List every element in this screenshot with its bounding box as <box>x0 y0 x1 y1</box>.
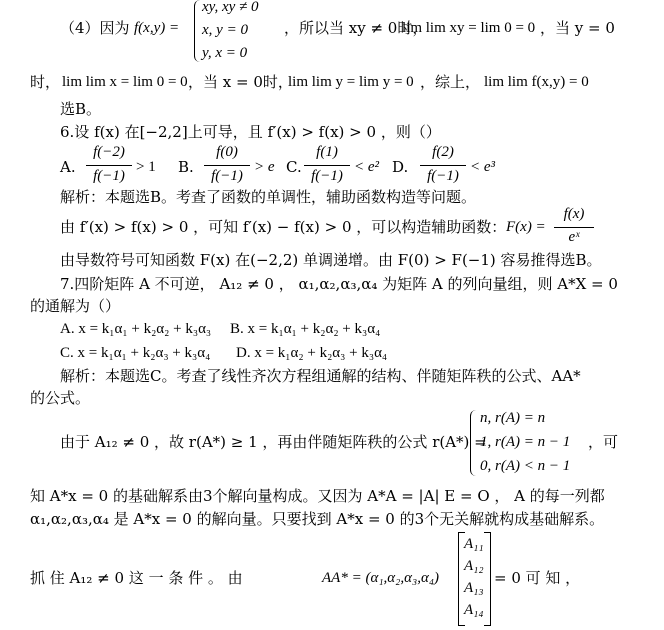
q7-vector-entry-3: A₁₃ <box>464 580 484 596</box>
q7-rank-brace <box>470 410 477 476</box>
q7-option-a: A. x = k₁α₁ + k₂α₂ + k₃α₃ <box>60 321 212 337</box>
q7-last-statement: 抓 住 A₁₂ ≠ 0 这 一 条 件 。 由 <box>30 569 243 587</box>
q6-option-a-relation: > 1 <box>136 159 156 175</box>
q4-case-3: y, x = 0 <box>202 45 248 61</box>
q7-vector-entry-2: A₁₂ <box>464 558 484 574</box>
q6-option-a-denominator: f(−1) <box>93 168 125 184</box>
q6-option-a-label: A. <box>60 158 76 176</box>
q6-option-c-relation: < e² <box>354 159 380 175</box>
q6-aux-fraction-bar <box>554 227 594 228</box>
q4-when-x-zero: ，当 x = 0时， <box>188 73 293 91</box>
q6-option-b-label: B. <box>178 158 194 176</box>
q4-limit-2: lim lim x = lim 0 = 0 <box>62 74 188 90</box>
q4-after-cases: ，所以当 xy ≠ 0时， <box>284 19 428 37</box>
q6-option-d-numerator: f(2) <box>432 144 454 160</box>
q7-basis-b: α₁,α₂,α₃,α₄ 是 A*x = 0 的解向量。只要找到 A*x = 0 的3个无关解就构成基础解系。 <box>30 510 605 528</box>
q6-stem: 6.设 f(x) 在[−2,2]上可导，且 f′(x) > f(x) > 0 ，则（） <box>60 123 441 141</box>
q7-analysis-b: 的公式。 <box>30 389 91 407</box>
q6-aux-denominator: eˣ <box>568 229 580 245</box>
q7-vector-right-bracket <box>484 532 491 626</box>
q6-option-b-numerator: f(0) <box>216 144 238 160</box>
q7-vector-entry-1: A₁₁ <box>464 536 484 552</box>
q7-rank-statement: 由于 A₁₂ ≠ 0 ，故 r(A*) ≥ 1 ，再由伴随矩阵秩的公式 r(A*) = <box>60 433 487 451</box>
q6-option-c-numerator: f(1) <box>316 144 338 160</box>
q6-option-d-relation: < e³ <box>470 159 496 175</box>
q6-derivation-b: 由导数符号可知函数 F(x) 在(−2,2) 单调递增。由 F(0) > F(−1) 容易推得选B。 <box>60 251 602 269</box>
q7-stem-a: 7.四阶矩阵 A 不可逆， A₁₂ ≠ 0 ， α₁,α₂,α₃,α₄ 为矩阵 A 的列向量组，则 A*X = 0 <box>60 275 618 293</box>
q7-option-c: C. x = k₁α₁ + k₂α₃ + k₃α₄ <box>60 345 211 361</box>
q6-option-c-fraction-bar <box>304 165 350 166</box>
q6-option-c-label: C. <box>286 158 302 176</box>
q6-option-c-denominator: f(−1) <box>311 168 343 184</box>
q6-option-a-numerator: f(−2) <box>93 144 125 160</box>
q6-option-d-label: D. <box>392 158 409 176</box>
q4-summary: ，综上， <box>420 73 481 91</box>
q4-when-y-zero: ，当 y = 0 <box>540 19 615 37</box>
q6-derivation-a: 由 f′(x) > f(x) > 0 ，可知 f′(x) − f(x) > 0 ，可以构造辅助函数： <box>60 218 507 236</box>
q6-aux-function: F(x) = <box>506 219 546 235</box>
q6-option-a-fraction-bar <box>86 165 132 166</box>
q4-line2-start: 时， <box>30 73 61 91</box>
q4-intro: （4）因为 <box>60 19 130 37</box>
q7-basis-a: 知 A*x = 0 的基础解系由3个解向量构成。又因为 A*A = |A| E = O ， A 的每一列都 <box>30 487 605 505</box>
q6-option-b-fraction-bar <box>204 165 250 166</box>
q7-last-equation: AA* = (α₁,α₂,α₃,α₄) <box>322 570 440 586</box>
q4-function: f(x,y) = <box>134 20 180 36</box>
q7-stem-b: 的通解为（） <box>30 297 121 315</box>
q7-rank-case-1: n, r(A) = n <box>480 410 546 426</box>
q6-option-d-denominator: f(−1) <box>427 168 459 184</box>
q4-limit-1: lim lim xy = lim 0 = 0 <box>402 20 536 36</box>
q4-case-1: xy, xy ≠ 0 <box>202 0 259 15</box>
q7-option-b: B. x = k₁α₁ + k₂α₂ + k₃α₄ <box>230 321 381 337</box>
q4-limit-4: lim lim f(x,y) = 0 <box>484 74 589 90</box>
q7-last-tail: = 0 可 知 ， <box>494 569 581 587</box>
q6-analysis: 解析：本题选B。考查了函数的单调性，辅助函数构造等问题。 <box>60 188 477 206</box>
q7-rank-case-3: 0, r(A) < n − 1 <box>480 458 571 474</box>
q6-aux-numerator: f(x) <box>563 206 585 222</box>
q4-piecewise-brace <box>194 0 201 62</box>
q6-option-b-denominator: f(−1) <box>211 168 243 184</box>
q7-option-d: D. x = k₁α₂ + k₂α₃ + k₃α₄ <box>236 345 388 361</box>
q7-analysis-a: 解析：本题选C。考查了线性齐次方程组通解的结构、伴随矩阵秩的公式、AA* <box>60 367 581 385</box>
q4-limit-3: lim lim y = lim y = 0 <box>288 74 414 90</box>
q4-answer: 选B。 <box>60 100 102 118</box>
q7-rank-case-2: 1, r(A) = n − 1 <box>480 434 571 450</box>
q6-option-b-relation: > e <box>254 159 275 175</box>
q7-rank-tail: ，可 <box>588 433 619 451</box>
q7-vector-entry-4: A₁₄ <box>464 602 484 618</box>
q4-case-2: x, y = 0 <box>202 22 248 38</box>
q6-option-d-fraction-bar <box>420 165 466 166</box>
